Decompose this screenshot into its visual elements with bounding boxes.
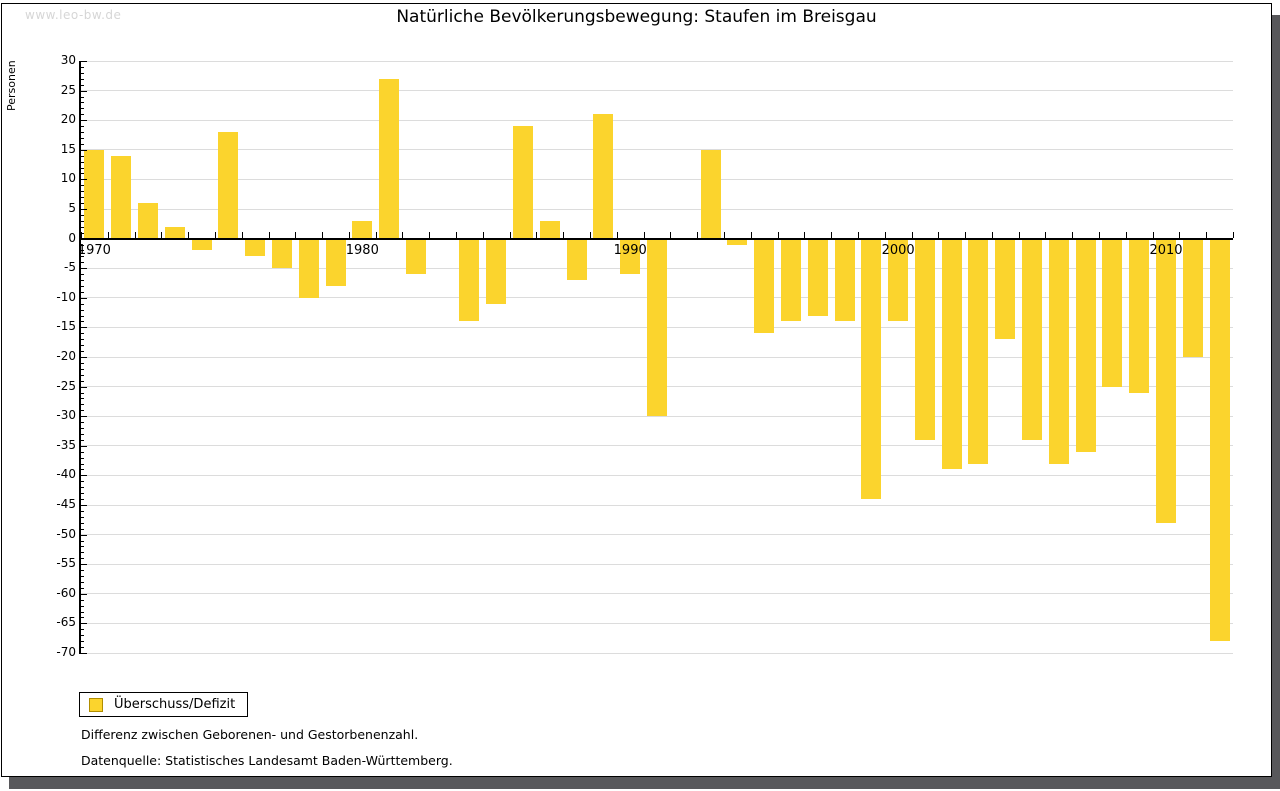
y-minor-tick xyxy=(81,73,84,74)
bar-1997 xyxy=(808,239,828,316)
y-minor-tick xyxy=(81,162,84,163)
x-tick xyxy=(831,232,832,238)
bar-1976 xyxy=(245,239,265,257)
y-tick-label--50: -50 xyxy=(56,526,76,541)
y-minor-tick xyxy=(81,363,84,364)
x-tick xyxy=(697,232,698,238)
y-major-tick xyxy=(81,387,87,388)
legend-label: Überschuss/Defizit xyxy=(114,697,236,712)
y-minor-tick xyxy=(81,404,84,405)
y-tick-label--25: -25 xyxy=(56,378,76,393)
y-minor-tick xyxy=(81,292,84,293)
gridline--50 xyxy=(81,534,1233,535)
y-minor-tick xyxy=(81,493,84,494)
x-tick xyxy=(1072,232,1073,238)
x-tick xyxy=(429,232,430,238)
y-minor-tick xyxy=(81,138,84,139)
gridline--65 xyxy=(81,623,1233,624)
x-tick xyxy=(376,232,377,238)
bar-1984 xyxy=(459,239,479,322)
x-tick xyxy=(804,232,805,238)
y-minor-tick xyxy=(81,321,84,322)
y-major-tick xyxy=(81,239,87,240)
gridline-25 xyxy=(81,90,1233,91)
y-minor-tick xyxy=(81,333,84,334)
bar-1971 xyxy=(111,156,131,239)
y-minor-tick xyxy=(81,600,84,601)
y-minor-tick xyxy=(81,114,84,115)
x-tick xyxy=(965,232,966,238)
y-minor-tick xyxy=(81,617,84,618)
bar-1995 xyxy=(754,239,774,334)
bar-1978 xyxy=(299,239,319,298)
watermark: www.leo-bw.de xyxy=(25,8,122,22)
gridline--40 xyxy=(81,475,1233,476)
bar-1972 xyxy=(138,203,158,239)
y-minor-tick xyxy=(81,79,84,80)
x-tick xyxy=(536,232,537,238)
y-minor-tick xyxy=(81,434,84,435)
y-minor-tick xyxy=(81,280,84,281)
bar-1999 xyxy=(861,239,881,499)
bar-1970 xyxy=(84,150,104,239)
bar-1986 xyxy=(513,126,533,238)
y-minor-tick xyxy=(81,203,84,204)
y-minor-tick xyxy=(81,173,84,174)
bar-1985 xyxy=(486,239,506,304)
y-tick-label-5: 5 xyxy=(68,201,76,215)
bar-1977 xyxy=(272,239,292,269)
gridline-20 xyxy=(81,120,1233,121)
y-minor-tick xyxy=(81,215,84,216)
page xyxy=(1,3,1272,777)
y-minor-tick xyxy=(81,576,84,577)
x-axis-label-2010: 2010 xyxy=(1149,242,1183,258)
y-minor-tick xyxy=(81,156,84,157)
y-minor-tick xyxy=(81,286,84,287)
plot-area xyxy=(77,61,1233,653)
y-minor-tick xyxy=(81,398,84,399)
x-tick xyxy=(349,232,350,238)
x-tick xyxy=(885,232,886,238)
x-tick xyxy=(617,232,618,238)
y-tick-label--45: -45 xyxy=(56,497,76,511)
x-tick xyxy=(1045,232,1046,238)
x-tick xyxy=(108,232,109,238)
y-major-tick xyxy=(81,475,87,476)
y-tick-label--5: -5 xyxy=(64,260,76,275)
y-tick-label-20: 20 xyxy=(60,112,76,127)
y-tick-label--10: -10 xyxy=(56,289,76,304)
gridline--45 xyxy=(81,505,1233,506)
x-axis-label-1980: 1980 xyxy=(345,242,379,258)
x-tick xyxy=(483,232,484,238)
y-major-tick xyxy=(81,535,87,536)
bar-1980 xyxy=(352,221,372,239)
bar-2012 xyxy=(1210,239,1230,642)
bar-2003 xyxy=(968,239,988,464)
y-minor-tick xyxy=(81,316,84,317)
y-major-tick xyxy=(81,120,87,121)
gridline-5 xyxy=(81,209,1233,210)
x-axis-label-1990: 1990 xyxy=(613,242,647,258)
y-major-tick xyxy=(81,623,87,624)
x-tick xyxy=(1126,232,1127,238)
y-major-tick xyxy=(81,298,87,299)
y-minor-tick xyxy=(81,452,84,453)
bar-1979 xyxy=(326,239,346,286)
y-minor-tick xyxy=(81,97,84,98)
y-minor-tick xyxy=(81,481,84,482)
y-tick-label--60: -60 xyxy=(56,585,76,600)
y-minor-tick xyxy=(81,262,84,263)
y-major-tick xyxy=(81,150,87,151)
y-minor-tick xyxy=(81,529,84,530)
x-tick xyxy=(402,232,403,238)
bar-2010 xyxy=(1156,239,1176,523)
gridline-15 xyxy=(81,149,1233,150)
y-minor-tick xyxy=(81,606,84,607)
bar-1998 xyxy=(835,239,855,322)
y-major-tick xyxy=(81,416,87,417)
y-axis-tick-labels xyxy=(2,53,76,659)
bar-1989 xyxy=(593,114,613,238)
x-tick xyxy=(778,232,779,238)
y-minor-tick xyxy=(81,458,84,459)
bar-2001 xyxy=(915,239,935,440)
x-tick xyxy=(938,232,939,238)
y-major-tick xyxy=(81,357,87,358)
y-tick-label--15: -15 xyxy=(56,319,76,334)
y-minor-tick xyxy=(81,351,84,352)
y-minor-tick xyxy=(81,85,84,86)
y-minor-tick xyxy=(81,310,84,311)
y-minor-tick xyxy=(81,511,84,512)
y-major-tick xyxy=(81,209,87,210)
bar-1987 xyxy=(540,221,560,239)
bar-1975 xyxy=(218,132,238,239)
y-minor-tick xyxy=(81,227,84,228)
y-minor-tick xyxy=(81,635,84,636)
y-minor-tick xyxy=(81,168,84,169)
y-major-tick xyxy=(81,564,87,565)
bar-1974 xyxy=(192,239,212,251)
x-tick xyxy=(912,232,913,238)
x-tick xyxy=(1206,232,1207,238)
footnote: Differenz zwischen Geborenen- und Gestorbenenzahl. xyxy=(81,727,419,742)
y-minor-tick xyxy=(81,582,84,583)
x-axis-label-2000: 2000 xyxy=(881,242,915,258)
gridline--70 xyxy=(81,653,1233,654)
y-minor-tick xyxy=(81,588,84,589)
y-major-tick xyxy=(81,91,87,92)
y-minor-tick xyxy=(81,629,84,630)
y-tick-label--70: -70 xyxy=(56,645,76,659)
bar-2007 xyxy=(1076,239,1096,452)
y-minor-tick xyxy=(81,647,84,648)
y-minor-tick xyxy=(81,570,84,571)
y-minor-tick xyxy=(81,144,84,145)
y-minor-tick xyxy=(81,487,84,488)
y-minor-tick xyxy=(81,197,84,198)
y-minor-tick xyxy=(81,440,84,441)
y-minor-tick xyxy=(81,558,84,559)
bar-2011 xyxy=(1183,239,1203,357)
x-tick xyxy=(670,232,671,238)
y-tick-label-10: 10 xyxy=(60,171,76,186)
x-tick xyxy=(590,232,591,238)
y-minor-tick xyxy=(81,523,84,524)
y-major-tick xyxy=(81,505,87,506)
y-tick-label-30: 30 xyxy=(60,53,76,67)
bar-2008 xyxy=(1102,239,1122,387)
y-minor-tick xyxy=(81,517,84,518)
y-major-tick xyxy=(81,653,87,654)
y-minor-tick xyxy=(81,381,84,382)
x-tick xyxy=(644,232,645,238)
y-tick-label--65: -65 xyxy=(56,615,76,630)
y-major-tick xyxy=(81,446,87,447)
bar-2009 xyxy=(1129,239,1149,393)
x-tick xyxy=(1233,232,1234,238)
y-tick-label-25: 25 xyxy=(60,82,76,97)
y-minor-tick xyxy=(81,191,84,192)
bar-2005 xyxy=(1022,239,1042,440)
y-major-tick xyxy=(81,594,87,595)
y-minor-tick xyxy=(81,67,84,68)
y-minor-tick xyxy=(81,108,84,109)
legend-swatch-icon xyxy=(89,698,103,712)
x-tick xyxy=(992,232,993,238)
bar-1991 xyxy=(647,239,667,417)
bar-2006 xyxy=(1049,239,1069,464)
bar-2002 xyxy=(942,239,962,470)
x-tick xyxy=(215,232,216,238)
y-major-tick xyxy=(81,268,87,269)
y-tick-label-15: 15 xyxy=(60,141,76,156)
y-minor-tick xyxy=(81,274,84,275)
x-tick xyxy=(510,232,511,238)
y-minor-tick xyxy=(81,102,84,103)
y-minor-tick xyxy=(81,499,84,500)
y-minor-tick xyxy=(81,546,84,547)
x-tick xyxy=(269,232,270,238)
y-minor-tick xyxy=(81,304,84,305)
bar-1981 xyxy=(379,79,399,239)
y-minor-tick xyxy=(81,345,84,346)
x-tick xyxy=(858,232,859,238)
legend xyxy=(79,692,248,717)
x-tick xyxy=(1153,232,1154,238)
y-minor-tick xyxy=(81,469,84,470)
x-axis-label-1970: 1970 xyxy=(77,242,111,258)
y-minor-tick xyxy=(81,422,84,423)
x-tick xyxy=(1179,232,1180,238)
x-tick xyxy=(751,232,752,238)
y-minor-tick xyxy=(81,132,84,133)
chart-title: Natürliche Bevölkerungsbewegung: Staufen im Breisgau xyxy=(396,7,877,27)
y-major-tick xyxy=(81,61,87,62)
y-tick-label--55: -55 xyxy=(56,556,76,571)
bar-2004 xyxy=(995,239,1015,340)
y-minor-tick xyxy=(81,221,84,222)
x-tick xyxy=(295,232,296,238)
x-tick xyxy=(1099,232,1100,238)
x-tick xyxy=(322,232,323,238)
x-tick xyxy=(1019,232,1020,238)
y-minor-tick xyxy=(81,428,84,429)
gridline-30 xyxy=(81,61,1233,62)
x-tick xyxy=(135,232,136,238)
x-tick xyxy=(456,232,457,238)
x-tick xyxy=(563,232,564,238)
data-source: Datenquelle: Statistisches Landesamt Baden-Württemberg. xyxy=(81,753,453,768)
bar-1993 xyxy=(701,150,721,239)
bar-1982 xyxy=(406,239,426,275)
y-tick-label--30: -30 xyxy=(56,408,76,423)
y-axis-title: Personen xyxy=(5,60,18,111)
y-minor-tick xyxy=(81,126,84,127)
x-tick xyxy=(81,232,82,238)
y-minor-tick xyxy=(81,369,84,370)
y-minor-tick xyxy=(81,339,84,340)
y-minor-tick xyxy=(81,185,84,186)
y-minor-tick xyxy=(81,410,84,411)
x-axis-line xyxy=(79,238,1233,240)
y-tick-label--35: -35 xyxy=(56,437,76,452)
y-minor-tick xyxy=(81,375,84,376)
y-minor-tick xyxy=(81,393,84,394)
gridline--60 xyxy=(81,593,1233,594)
y-minor-tick xyxy=(81,552,84,553)
y-minor-tick xyxy=(81,612,84,613)
x-tick xyxy=(161,232,162,238)
x-tick xyxy=(242,232,243,238)
y-tick-label-0: 0 xyxy=(68,230,76,245)
y-major-tick xyxy=(81,179,87,180)
bar-1988 xyxy=(567,239,587,280)
y-tick-label--40: -40 xyxy=(56,467,76,482)
x-tick xyxy=(188,232,189,238)
y-minor-tick xyxy=(81,541,84,542)
gridline-10 xyxy=(81,179,1233,180)
y-tick-label--20: -20 xyxy=(56,349,76,363)
gridline--55 xyxy=(81,564,1233,565)
y-minor-tick xyxy=(81,464,84,465)
y-minor-tick xyxy=(81,641,84,642)
y-major-tick xyxy=(81,327,87,328)
bar-1996 xyxy=(781,239,801,322)
x-tick xyxy=(724,232,725,238)
